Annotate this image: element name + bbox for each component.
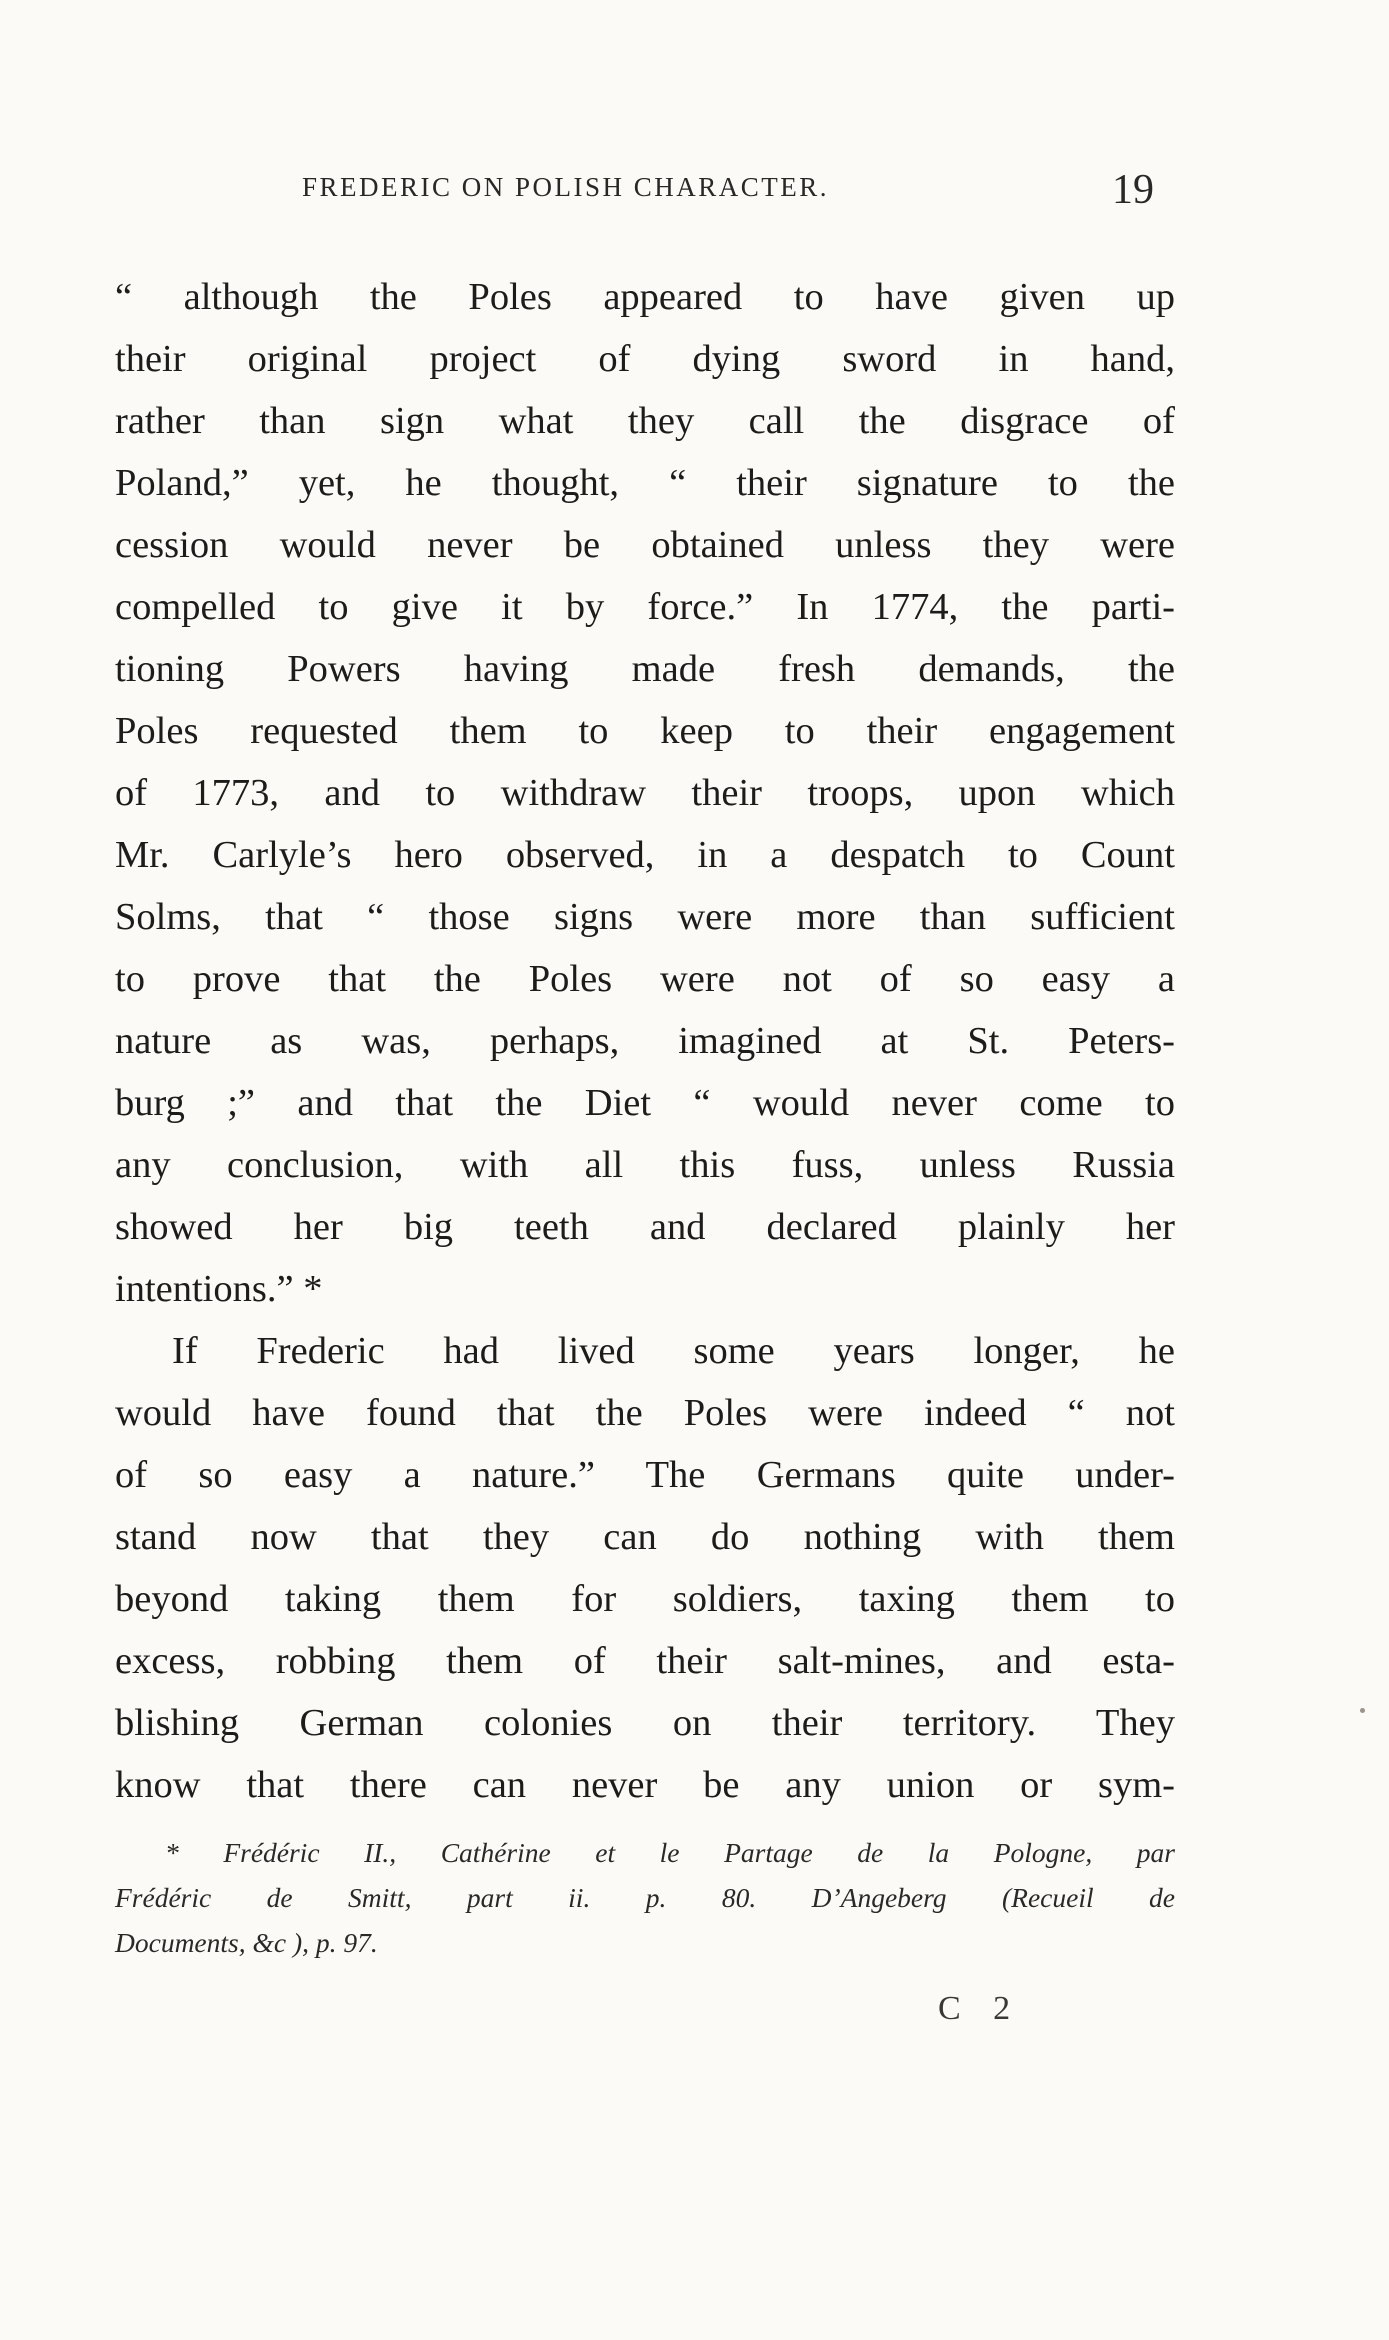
text-line: Mr. Carlyle’s hero observed, in a despatch to Count — [115, 834, 1175, 876]
text-line: know that there can never be any union or sym- — [115, 1764, 1175, 1806]
footnote-line: * Frédéric II., Cathérine et le Partage de la Pologne, par — [165, 1837, 1175, 1868]
text-line: stand now that they can do nothing with them — [115, 1516, 1175, 1558]
text-line: Poland,” yet, he thought, “ their signature to the — [115, 462, 1175, 504]
text-line: burg ;” and that the Diet “ would never come to — [115, 1082, 1175, 1124]
text-line: tioning Powers having made fresh demands, the — [115, 648, 1175, 690]
text-line: cession would never be obtained unless they were — [115, 524, 1175, 566]
text-line: intentions.” * — [115, 1268, 323, 1310]
text-line: beyond taking them for soldiers, taxing them to — [115, 1578, 1175, 1620]
text-line: nature as was, perhaps, imagined at St. Peters- — [115, 1020, 1175, 1062]
text-line: of 1773, and to withdraw their troops, upon which — [115, 772, 1175, 814]
text-line: excess, robbing them of their salt-mines, and esta- — [115, 1640, 1175, 1682]
signature-mark: C 2 — [938, 1990, 1023, 2027]
text-line: to prove that the Poles were not of so easy a — [115, 958, 1175, 1000]
text-line: any conclusion, with all this fuss, unless Russia — [115, 1144, 1175, 1186]
footnote — [115, 1830, 1175, 1965]
text-line: Solms, that “ those signs were more than sufficient — [115, 896, 1175, 938]
text-line: Poles requested them to keep to their engagement — [115, 710, 1175, 752]
text-line: compelled to give it by force.” In 1774, the parti- — [115, 586, 1175, 628]
text-line: their original project of dying sword in hand, — [115, 338, 1175, 380]
text-line: would have found that the Poles were indeed “ not — [115, 1392, 1175, 1434]
text-line: rather than sign what they call the disgrace of — [115, 400, 1175, 442]
paragraph-start-line: If Frederic had lived some years longer, he — [172, 1330, 1175, 1372]
footnote-line: Frédéric de Smitt, part ii. p. 80. D’Angeberg (Recueil de — [115, 1882, 1175, 1913]
page-number: 19 — [1112, 167, 1154, 213]
running-title: FREDERIC ON POLISH CHARACTER. — [302, 172, 830, 202]
text-line: showed her big teeth and declared plainly her — [115, 1206, 1175, 1248]
footnote-line: Documents, &c ), p. 97. — [115, 1927, 378, 1958]
text-line: “ although the Poles appeared to have given up — [115, 276, 1175, 318]
text-line: of so easy a nature.” The Germans quite under- — [115, 1454, 1175, 1496]
body-text — [115, 266, 1175, 1816]
paper-speck — [1360, 1708, 1365, 1713]
text-line: blishing German colonies on their territory. They — [115, 1702, 1175, 1744]
